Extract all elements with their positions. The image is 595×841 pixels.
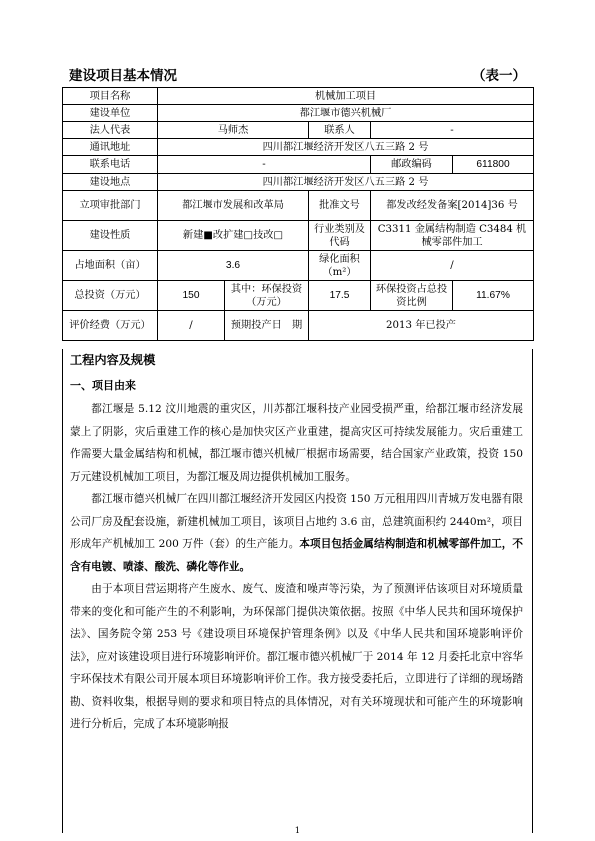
table-row (63, 191, 534, 221)
approval-dept-label: 立项审批部门 (63, 191, 158, 221)
paragraph-project (70, 488, 523, 578)
paragraph-project-scope: 本项目包括金属结构制造和机械零部件加工，不含有电镀、喷漆、酸洗、磷化等作业。 (70, 538, 523, 573)
expected-date-value: 2013 年已投产 (309, 311, 534, 341)
investment-label: 总投资（万元） (63, 281, 158, 311)
site-label: 建设地点 (63, 174, 158, 191)
eval-fee-value: / (158, 311, 225, 341)
paragraph-assessment: 由于本项目营运期将产生废水、废气、废渣和噪声等污染，为了预测评估该项目对环境质量带来的变化和可能产生的不利影响，为环保部门提供决策依据。按照《中华人民共和国环境保护法》、国务院令第 253 号《建设项目环境保护管理条例》以及《中华人民共和国环境影响评价法》，应对该建设项目进行环境影响评价。都江堰市德兴机械厂于 2014 年 12 月委托北京中容华宇环保技术有限公司开展本项目环境影响评价工作。我方接受委托后，立即进行了详细的现场踏勘、资料收集，根据导则的要求和项目特点的具体情况，对有关环境现状和可能产生的环境影响进行分析后，完成了本环境影响报 (70, 583, 523, 730)
table-row (63, 311, 534, 341)
subsection-title: 一、项目由来 (70, 379, 136, 392)
nature-value: 新建■改扩建□技改□ (158, 221, 309, 251)
table-row (63, 156, 534, 174)
industry-label: 行业类别及代码 (309, 221, 371, 251)
eval-fee-label: 评价经费（万元） (63, 311, 158, 341)
unit-value: 都江堰市德兴机械厂 (158, 105, 534, 122)
section-title: 工程内容及规模 (70, 353, 156, 367)
env-investment-value: 17.5 (309, 281, 371, 311)
approval-dept-value: 都江堰市发展和改革局 (158, 191, 309, 221)
approval-doc-value: 都发改经发备案[2014]36 号 (371, 191, 534, 221)
phone-value: - (158, 156, 371, 174)
phone-label: 联系电话 (63, 156, 158, 174)
green-area-value: / (371, 251, 534, 281)
table-row (63, 88, 534, 105)
postcode-label: 邮政编码 (371, 156, 453, 174)
table-row (63, 174, 534, 191)
table-row (63, 251, 534, 281)
project-info-table (62, 87, 534, 341)
unit-label: 建设单位 (63, 105, 158, 122)
paragraph-origin: 都江堰是 5.12 汶川地震的重灾区，川苏都江堰科技产业园受损严重，给都江堰市经济发展蒙上了阴影，灾后重建工作的核心是加快灾区产业重建，提高灾区可持续发展能力。灾后重建工作需要大量金属结构和机械，都江堰市德兴机械厂根据市场需要，结合国家产业政策，投资 150 万元建设机械加工项目，为都江堰及周边提供机械加工服务。 (70, 403, 523, 483)
env-ratio-label: 环保投资占总投资比例 (371, 281, 453, 311)
table-row (63, 105, 534, 122)
paragraph-project-text: 都江堰市德兴机械厂在四川都江堰经济开发园区内投资 150 万元租用四川青城万发电器有限公司厂房及配套设施，新建机械加工项目，该项目占地约 3.6 亩，总建筑面积约 2440m²，项目形成年产机械加工 200 万件（套）的生产能力。 (70, 493, 523, 550)
site-value: 四川都江堰经济开发区八五三路 2 号 (158, 174, 534, 191)
table-row (63, 122, 534, 139)
table-tag: （表一） (472, 68, 526, 84)
table-row (63, 281, 534, 311)
green-area-label: 绿化面积（m²） (309, 251, 371, 281)
legal-rep-value: 马师杰 (158, 122, 309, 139)
table-row (63, 221, 534, 251)
table-row (63, 139, 534, 156)
address-label: 通讯地址 (63, 139, 158, 156)
body-text (70, 398, 523, 736)
industry-value: C3311 金属结构制造 C3484 机械零部件加工 (371, 221, 534, 251)
postcode-value: 611800 (453, 156, 534, 174)
project-name-value: 机械加工项目 (158, 88, 534, 105)
contact-value: - (371, 122, 534, 139)
page-header (62, 64, 532, 84)
expected-date-label: 预期投产日 期 (225, 311, 309, 341)
document-title: 建设项目基本情况 (69, 68, 177, 84)
page-number: 1 (294, 826, 301, 836)
area-value: 3.6 (158, 251, 309, 281)
env-investment-label: 其中：环保投资（万元） (225, 281, 309, 311)
address-value: 四川都江堰经济开发区八五三路 2 号 (158, 139, 534, 156)
env-ratio-value: 11.67% (453, 281, 534, 311)
contact-label: 联系人 (309, 122, 371, 139)
legal-rep-label: 法人代表 (63, 122, 158, 139)
nature-label: 建设性质 (63, 221, 158, 251)
area-label: 占地面积（亩） (63, 251, 158, 281)
approval-doc-label: 批准文号 (309, 191, 371, 221)
project-name-label: 项目名称 (63, 88, 158, 105)
investment-value: 150 (158, 281, 225, 311)
